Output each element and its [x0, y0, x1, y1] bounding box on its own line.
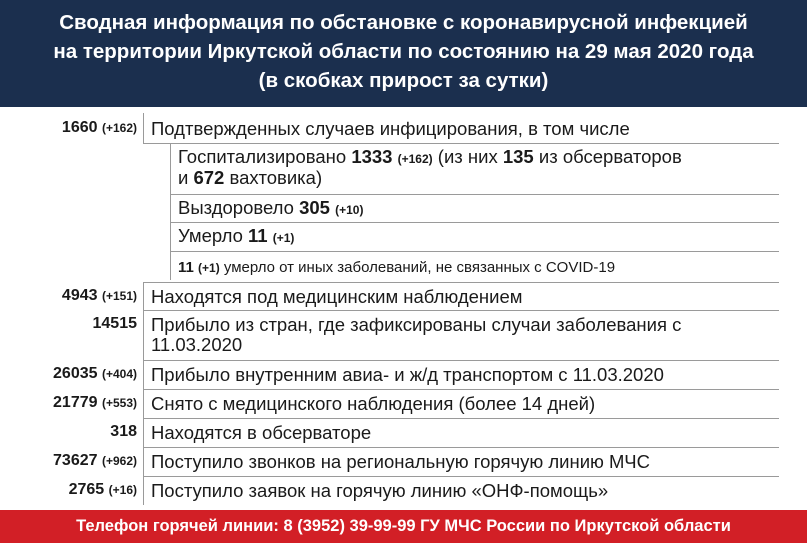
- died-value: 11: [248, 225, 268, 246]
- observ-text: из обсерваторов: [533, 146, 682, 167]
- confirmed-value: 1660: [61, 119, 98, 136]
- observation-value: 4943: [61, 287, 98, 304]
- shift-text: вахтовика): [224, 167, 323, 188]
- observation-delta: (+151): [101, 289, 137, 303]
- title-line-2: на территории Иркутской области по состоянию на 29 мая 2020 года: [53, 40, 754, 63]
- arrived-domestic-value: 26035: [53, 365, 98, 382]
- requests-value: 2765: [68, 481, 105, 498]
- row-divider: [143, 447, 779, 448]
- recovered-value: 305: [299, 197, 330, 218]
- died-delta: (+1): [272, 231, 295, 245]
- shift-value: 672: [193, 167, 225, 188]
- row-divider: [170, 194, 779, 195]
- page-title-banner: [0, 0, 807, 107]
- removed-delta: (+553): [101, 396, 137, 410]
- died-prefix: Умерло: [178, 225, 249, 246]
- calls-value: 73627: [53, 452, 98, 469]
- observatory-text: Находятся в обсерваторе: [151, 422, 372, 443]
- table-row: [0, 284, 807, 310]
- hospitalized-line2-prefix: и: [178, 167, 194, 188]
- confirmed-delta: (+162): [101, 121, 137, 135]
- row-divider: [170, 251, 779, 252]
- table-row: [0, 420, 807, 446]
- row-divider: [143, 389, 779, 390]
- table-row: [0, 391, 807, 417]
- row-divider: [143, 282, 779, 283]
- hotline-banner: [0, 510, 807, 543]
- arrived-domestic-text: Прибыло внутренним авиа- и ж/д транспортом с 11.03.2020: [151, 364, 664, 385]
- observation-text: Находятся под медицинским наблюдением: [151, 286, 523, 307]
- title-line-3: (в скобках прирост за сутки): [258, 69, 549, 92]
- died-other-value: 11: [178, 259, 194, 276]
- hospitalized-mid: (из них: [432, 146, 503, 167]
- arrived-domestic-delta: (+404): [101, 367, 137, 381]
- calls-text: Поступило звонков на региональную горячую линию МЧС: [151, 451, 650, 472]
- requests-text: Поступило заявок на горячую линию «ОНФ-помощь»: [151, 480, 609, 501]
- table-row: [0, 225, 807, 251]
- calls-delta: (+962): [101, 454, 137, 468]
- table-row: [0, 197, 807, 222]
- hospitalized-prefix: Госпитализировано: [178, 146, 352, 167]
- table-row: [0, 312, 807, 360]
- arrived-abroad-text-2: 11.03.2020: [151, 334, 243, 355]
- table-row: [0, 116, 807, 142]
- recovered-prefix: Выздоровело: [178, 197, 300, 218]
- row-divider: [143, 360, 779, 361]
- arrived-abroad-value: 14515: [92, 315, 137, 332]
- row-divider: [143, 310, 779, 311]
- table-row: [0, 478, 807, 504]
- table-row: [0, 146, 807, 192]
- hospitalized-value: 1333: [351, 146, 393, 167]
- row-divider: [170, 222, 779, 223]
- row-divider: [143, 418, 779, 419]
- removed-value: 21779: [53, 394, 98, 411]
- requests-delta: (+16): [108, 483, 137, 497]
- died-other-text: умерло от иных заболеваний, не связанных с COVID-19: [219, 259, 616, 276]
- recovered-delta: (+10): [335, 203, 364, 217]
- hospitalized-delta: (+162): [397, 152, 433, 166]
- row-divider: [143, 143, 779, 144]
- observ-value: 135: [502, 146, 534, 167]
- title-line-1: Сводная информация по обстановке с коронавирусной инфекцией: [59, 11, 748, 34]
- table-row: [0, 449, 807, 475]
- confirmed-text: Подтвержденных случаев инфицирования, в том числе: [151, 118, 630, 139]
- table-row: [0, 362, 807, 388]
- died-other-delta: (+1): [198, 261, 220, 275]
- row-divider: [143, 476, 779, 477]
- table-row: [0, 254, 807, 280]
- arrived-abroad-text-1: Прибыло из стран, где зафиксированы случаи заболевания с: [151, 314, 682, 335]
- hotline-text: Телефон горячей линии: 8 (3952) 39-99-99 ГУ МЧС России по Иркутской области: [76, 517, 731, 535]
- observatory-value: 318: [110, 423, 137, 440]
- removed-text: Снято с медицинского наблюдения (более 14 дней): [151, 393, 596, 414]
